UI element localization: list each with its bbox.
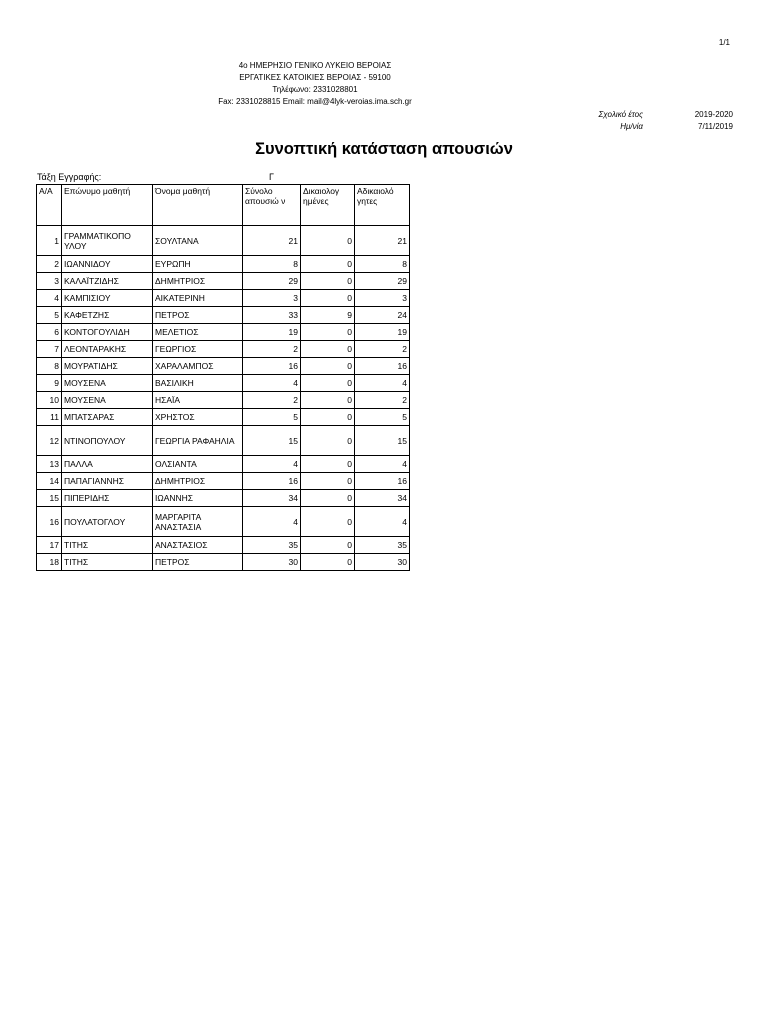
cell-total: 2 bbox=[243, 392, 301, 409]
table-row bbox=[37, 273, 410, 290]
table-row bbox=[37, 226, 410, 256]
cell-surname: ΠΙΠΕΡΙΔΗΣ bbox=[62, 490, 153, 507]
page-indicator: 1/1 bbox=[718, 38, 730, 47]
school-year-label: Σχολικό έτος bbox=[598, 110, 643, 119]
cell-aa: 18 bbox=[37, 554, 62, 571]
cell-total: 16 bbox=[243, 358, 301, 375]
cell-surname: ΚΑΜΠΙΣΙΟΥ bbox=[62, 290, 153, 307]
cell-surname: ΙΩΑΝΝΙΔΟΥ bbox=[62, 256, 153, 273]
cell-total: 8 bbox=[243, 256, 301, 273]
cell-surname: ΓΡΑΜΜΑΤΙΚΟΠΟ ΥΛΟΥ bbox=[62, 226, 153, 256]
cell-unjustified: 29 bbox=[355, 273, 410, 290]
cell-justified: 0 bbox=[301, 392, 355, 409]
cell-total: 29 bbox=[243, 273, 301, 290]
cell-aa: 5 bbox=[37, 307, 62, 324]
cell-name: ΑΙΚΑΤΕΡΙΝΗ bbox=[153, 290, 243, 307]
cell-surname: ΜΠΑΤΣΑΡΑΣ bbox=[62, 409, 153, 426]
table-row bbox=[37, 537, 410, 554]
cell-aa: 17 bbox=[37, 537, 62, 554]
header-surname: Επώνυμο μαθητή bbox=[62, 185, 153, 226]
cell-surname: ΜΟΥΣΕΝΑ bbox=[62, 392, 153, 409]
school-year-row bbox=[585, 109, 733, 121]
cell-aa: 7 bbox=[37, 341, 62, 358]
cell-name: ΧΑΡΑΛΑΜΠΟΣ bbox=[153, 358, 243, 375]
cell-total: 15 bbox=[243, 426, 301, 456]
cell-total: 4 bbox=[243, 456, 301, 473]
cell-justified: 0 bbox=[301, 273, 355, 290]
cell-surname: ΠΑΠΑΓΙΑΝΝΗΣ bbox=[62, 473, 153, 490]
cell-unjustified: 2 bbox=[355, 341, 410, 358]
school-phone: Τηλέφωνο: 2331028801 bbox=[272, 85, 358, 94]
cell-justified: 0 bbox=[301, 537, 355, 554]
cell-justified: 0 bbox=[301, 554, 355, 571]
cell-surname: ΛΕΟΝΤΑΡΑΚΗΣ bbox=[62, 341, 153, 358]
cell-surname: ΝΤΙΝΟΠΟΥΛΟΥ bbox=[62, 426, 153, 456]
school-year-value: 2019-2020 bbox=[694, 110, 733, 119]
header-unjustified: Αδικαιολό γητες bbox=[355, 185, 410, 226]
class-value: Γ bbox=[269, 172, 274, 182]
table-row bbox=[37, 358, 410, 375]
table-row bbox=[37, 456, 410, 473]
cell-surname: ΚΟΝΤΟΓΟΥΛΙΔΗ bbox=[62, 324, 153, 341]
table-row bbox=[37, 426, 410, 456]
class-label: Τάξη Εγγραφής: bbox=[37, 172, 102, 182]
cell-aa: 12 bbox=[37, 426, 62, 456]
table-row bbox=[37, 473, 410, 490]
class-line bbox=[37, 172, 297, 182]
cell-name: ΒΑΣΙΛΙΚΗ bbox=[153, 375, 243, 392]
school-address: ΕΡΓΑΤΙΚΕΣ ΚΑΤΟΙΚΙΕΣ ΒΕΡΟΙΑΣ - 59100 bbox=[239, 73, 391, 82]
cell-name: ΜΕΛΕΤΙΟΣ bbox=[153, 324, 243, 341]
cell-total: 4 bbox=[243, 375, 301, 392]
cell-name: ΔΗΜΗΤΡΙΟΣ bbox=[153, 473, 243, 490]
cell-total: 30 bbox=[243, 554, 301, 571]
cell-total: 3 bbox=[243, 290, 301, 307]
table-row bbox=[37, 507, 410, 537]
cell-surname: ΜΟΥΣΕΝΑ bbox=[62, 375, 153, 392]
date-row bbox=[585, 121, 733, 133]
cell-unjustified: 4 bbox=[355, 507, 410, 537]
cell-aa: 8 bbox=[37, 358, 62, 375]
cell-justified: 0 bbox=[301, 256, 355, 273]
cell-total: 35 bbox=[243, 537, 301, 554]
header-aa: Α/Α bbox=[37, 185, 62, 226]
cell-total: 2 bbox=[243, 341, 301, 358]
school-fax-email: Fax: 2331028815 Email: mail@4lyk-veroias.ima.sch.gr bbox=[218, 97, 412, 106]
cell-name: ΠΕΤΡΟΣ bbox=[153, 554, 243, 571]
cell-justified: 0 bbox=[301, 341, 355, 358]
cell-justified: 0 bbox=[301, 324, 355, 341]
cell-justified: 0 bbox=[301, 226, 355, 256]
cell-justified: 9 bbox=[301, 307, 355, 324]
document-meta bbox=[585, 109, 733, 133]
cell-aa: 4 bbox=[37, 290, 62, 307]
table-row bbox=[37, 554, 410, 571]
cell-unjustified: 30 bbox=[355, 554, 410, 571]
cell-unjustified: 5 bbox=[355, 409, 410, 426]
cell-name: ΑΝΑΣΤΑΣΙΟΣ bbox=[153, 537, 243, 554]
cell-justified: 0 bbox=[301, 290, 355, 307]
cell-name: ΗΣΑΪΑ bbox=[153, 392, 243, 409]
cell-justified: 0 bbox=[301, 426, 355, 456]
cell-justified: 0 bbox=[301, 409, 355, 426]
cell-justified: 0 bbox=[301, 375, 355, 392]
header-name: Όνομα μαθητή bbox=[153, 185, 243, 226]
cell-justified: 0 bbox=[301, 456, 355, 473]
cell-name: ΙΩΑΝΝΗΣ bbox=[153, 490, 243, 507]
cell-aa: 16 bbox=[37, 507, 62, 537]
cell-aa: 14 bbox=[37, 473, 62, 490]
cell-unjustified: 15 bbox=[355, 426, 410, 456]
cell-aa: 10 bbox=[37, 392, 62, 409]
cell-aa: 11 bbox=[37, 409, 62, 426]
document-title: Συνοπτική κατάσταση απουσιών bbox=[255, 140, 513, 158]
header-total: Σύνολο απουσιώ ν bbox=[243, 185, 301, 226]
date-label: Ημ/νία bbox=[620, 122, 643, 131]
cell-aa: 13 bbox=[37, 456, 62, 473]
cell-unjustified: 35 bbox=[355, 537, 410, 554]
cell-unjustified: 16 bbox=[355, 473, 410, 490]
table-row bbox=[37, 490, 410, 507]
cell-justified: 0 bbox=[301, 507, 355, 537]
cell-surname: ΠΟΥΛΑΤΟΓΛΟΥ bbox=[62, 507, 153, 537]
school-name: 4ο ΗΜΕΡΗΣΙΟ ΓΕΝΙΚΟ ΛΥΚΕΙΟ ΒΕΡΟΙΑΣ bbox=[238, 61, 392, 70]
cell-aa: 3 bbox=[37, 273, 62, 290]
cell-aa: 6 bbox=[37, 324, 62, 341]
cell-name: ΕΥΡΩΠΗ bbox=[153, 256, 243, 273]
cell-unjustified: 8 bbox=[355, 256, 410, 273]
table-header-row bbox=[37, 185, 410, 226]
cell-name: ΠΕΤΡΟΣ bbox=[153, 307, 243, 324]
school-header bbox=[190, 60, 440, 108]
cell-surname: ΜΟΥΡΑΤΙΔΗΣ bbox=[62, 358, 153, 375]
cell-aa: 9 bbox=[37, 375, 62, 392]
cell-total: 5 bbox=[243, 409, 301, 426]
cell-surname: ΤΙΤΗΣ bbox=[62, 554, 153, 571]
table-row bbox=[37, 256, 410, 273]
cell-name: ΓΕΩΡΓΙΑ ΡΑΦΑΗΛΙΑ bbox=[153, 426, 243, 456]
cell-justified: 0 bbox=[301, 473, 355, 490]
table-row bbox=[37, 375, 410, 392]
table-row bbox=[37, 307, 410, 324]
cell-name: ΧΡΗΣΤΟΣ bbox=[153, 409, 243, 426]
cell-unjustified: 4 bbox=[355, 456, 410, 473]
header-justified: Δικαιολογ ημένες bbox=[301, 185, 355, 226]
cell-unjustified: 16 bbox=[355, 358, 410, 375]
cell-name: ΓΕΩΡΓΙΟΣ bbox=[153, 341, 243, 358]
table-row bbox=[37, 324, 410, 341]
cell-total: 4 bbox=[243, 507, 301, 537]
cell-unjustified: 21 bbox=[355, 226, 410, 256]
cell-unjustified: 2 bbox=[355, 392, 410, 409]
cell-surname: ΠΑΛΛΑ bbox=[62, 456, 153, 473]
cell-total: 21 bbox=[243, 226, 301, 256]
cell-justified: 0 bbox=[301, 490, 355, 507]
cell-aa: 15 bbox=[37, 490, 62, 507]
cell-unjustified: 4 bbox=[355, 375, 410, 392]
cell-aa: 1 bbox=[37, 226, 62, 256]
cell-total: 19 bbox=[243, 324, 301, 341]
cell-name: ΣΟΥΛΤΑΝΑ bbox=[153, 226, 243, 256]
cell-name: ΟΛΣΙΑΝΤΑ bbox=[153, 456, 243, 473]
date-value: 7/11/2019 bbox=[698, 122, 733, 131]
cell-total: 33 bbox=[243, 307, 301, 324]
cell-justified: 0 bbox=[301, 358, 355, 375]
cell-total: 34 bbox=[243, 490, 301, 507]
table-row bbox=[37, 290, 410, 307]
cell-total: 16 bbox=[243, 473, 301, 490]
cell-unjustified: 3 bbox=[355, 290, 410, 307]
cell-aa: 2 bbox=[37, 256, 62, 273]
cell-surname: ΚΑΛΑΪΤΖΙΔΗΣ bbox=[62, 273, 153, 290]
table-row bbox=[37, 392, 410, 409]
table-row bbox=[37, 341, 410, 358]
cell-unjustified: 34 bbox=[355, 490, 410, 507]
cell-name: ΔΗΜΗΤΡΙΟΣ bbox=[153, 273, 243, 290]
cell-unjustified: 24 bbox=[355, 307, 410, 324]
absences-table bbox=[36, 184, 410, 571]
table-row bbox=[37, 409, 410, 426]
cell-surname: ΤΙΤΗΣ bbox=[62, 537, 153, 554]
cell-name: ΜΑΡΓΑΡΙΤΑ ΑΝΑΣΤΑΣΙΑ bbox=[153, 507, 243, 537]
cell-surname: ΚΑΦΕΤΖΗΣ bbox=[62, 307, 153, 324]
cell-unjustified: 19 bbox=[355, 324, 410, 341]
